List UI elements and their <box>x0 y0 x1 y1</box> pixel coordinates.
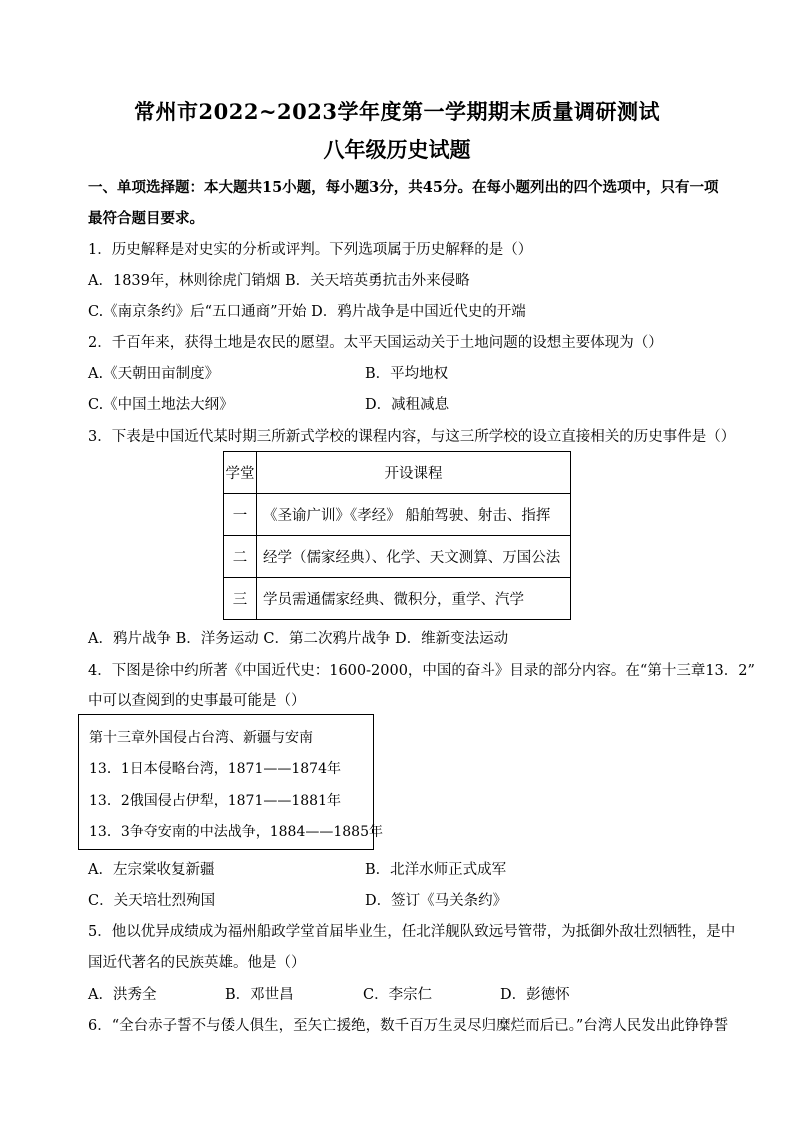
section-instructions-line2: 最符合题目要求。 <box>88 210 204 227</box>
q2-option-c: C.《中国土地法大纲》 <box>88 397 234 413</box>
q4-table-of-contents <box>78 714 383 850</box>
table-cell-school: 一 <box>224 494 257 536</box>
q3-stem: 3．下表是中国近代某时期三所新式学校的课程内容，与这三所学校的设立直接相关的历史事件是（） <box>88 429 736 445</box>
q5-option-b: B．邓世昌 <box>225 987 294 1003</box>
q5-option-c: C．李宗仁 <box>363 987 433 1003</box>
table-row <box>224 536 571 578</box>
q2-option-d: D．减租减息 <box>365 397 450 413</box>
table-header-row <box>224 452 571 494</box>
toc-entry: 13．2俄国侵占伊犁，1871——1881年 <box>89 793 341 809</box>
exam-subtitle: 八年级历史试题 <box>323 137 471 162</box>
q4-option-c: C．关天培壮烈殉国 <box>88 893 216 909</box>
q2-option-a: A.《天朝田亩制度》 <box>88 366 220 382</box>
table-cell-courses: 经学（儒家经典）、化学、天文测算、万国公法 <box>257 536 571 578</box>
q4-option-b: B．北洋水师正式成军 <box>365 862 507 878</box>
table-row <box>224 578 571 620</box>
q2-option-b: B．平均地权 <box>365 366 449 382</box>
q5-option-a: A．洪秀全 <box>88 987 157 1003</box>
q1-options-cd: C.《南京条约》后“五口通商”开始 D．鸦片战争是中国近代史的开端 <box>88 304 526 320</box>
q4-option-d: D．签订《马关条约》 <box>365 893 508 909</box>
q1-options-ab: A．1839年，林则徐虎门销烟 B．关天培英勇抗击外来侵略 <box>88 273 470 289</box>
table-cell-school: 三 <box>224 578 257 620</box>
toc-entry: 13．1日本侵略台湾，1871——1874年 <box>89 761 341 777</box>
table-cell-school: 二 <box>224 536 257 578</box>
q3-options: A．鸦片战争 B．洋务运动 C．第二次鸦片战争 D．维新变法运动 <box>88 631 509 647</box>
q6-stem-line1: 6．“全台赤子誓不与倭人俱生，至矢亡援绝，数千百万生灵尽归糜烂而后已。”台湾人民发出此铮铮誓 <box>88 1018 729 1034</box>
section-instructions-line1: 一、单项选择题：本大题共15小题，每小题3分，共45分。在每小题列出的四个选项中，只有一项 <box>88 179 719 196</box>
q5-option-d: D．彭德怀 <box>500 987 570 1003</box>
q5-stem-line1: 5．他以优异成绩成为福州船政学堂首届毕业生，任北洋舰队致远号管带，为抵御外敌壮烈牺牲，是中 <box>88 924 736 940</box>
table-header-school: 学堂 <box>224 452 257 494</box>
q4-stem-line1: 4．下图是徐中约所著《中国近代史：1600-2000，中国的奋斗》目录的部分内容。在“第十三章13．2” <box>88 663 755 679</box>
table-cell-courses: 学员需通儒家经典、微积分，重学、汽学 <box>257 578 571 620</box>
table-cell-courses: 《圣谕广训》《孝经》 船舶驾驶、射击、指挥 <box>257 494 571 536</box>
table-row <box>224 494 571 536</box>
q4-option-a: A．左宗棠收复新疆 <box>88 862 215 878</box>
q2-stem: 2．千百年来，获得土地是农民的愿望。太平天国运动关于土地问题的设想主要体现为（） <box>88 335 663 351</box>
q3-course-table <box>223 451 571 620</box>
q1-stem: 1．历史解释是对史实的分析或评判。下列选项属于历史解释的是（） <box>88 242 533 258</box>
q4-stem-line2: 中可以查阅到的史事最可能是（） <box>88 693 306 709</box>
q5-stem-line2: 国近代著名的民族英雄。他是（） <box>88 955 306 971</box>
toc-entry: 13．3争夺安南的中法战争，1884——1885年 <box>89 824 383 840</box>
table-header-courses: 开设课程 <box>257 452 571 494</box>
exam-title: 常州市2022~2023学年度第一学期期末质量调研测试 <box>134 99 660 124</box>
toc-chapter-title: 第十三章外国侵占台湾、新疆与安南 <box>89 730 313 746</box>
